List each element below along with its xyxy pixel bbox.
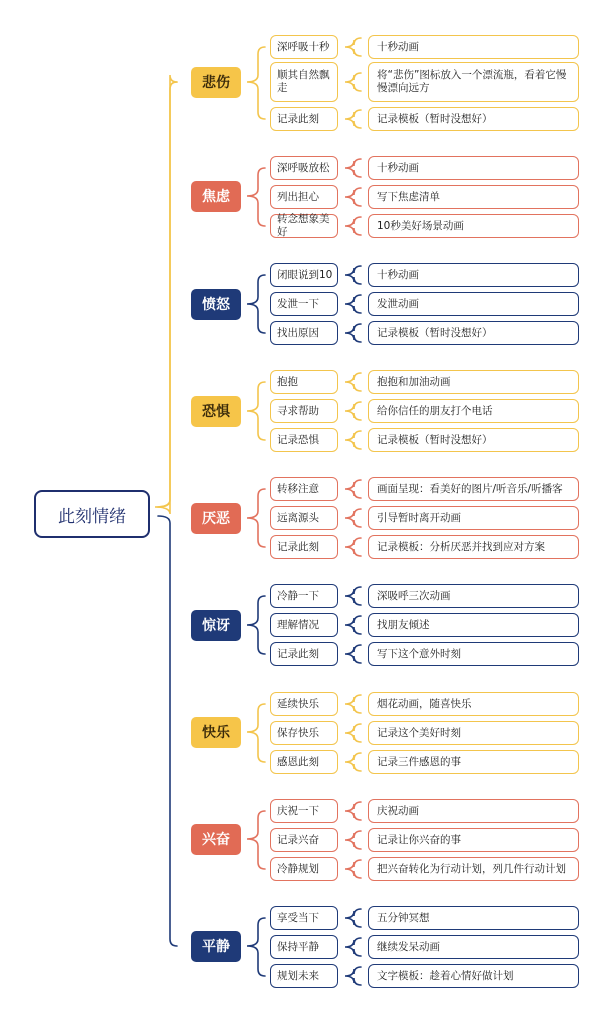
result-brace — [345, 266, 361, 284]
result-node[interactable] — [368, 321, 579, 345]
result-label: 写下这个意外时刻 — [377, 647, 461, 660]
result-node[interactable] — [368, 370, 579, 394]
action-node[interactable] — [270, 506, 338, 530]
action-node[interactable] — [270, 935, 338, 959]
result-node[interactable] — [368, 692, 579, 716]
action-label: 冷静一下 — [277, 589, 319, 602]
action-label: 找出原因 — [277, 326, 319, 339]
emotion-label: 焦虑 — [202, 189, 230, 205]
result-brace — [345, 480, 361, 498]
emotion-label: 惊讶 — [202, 618, 230, 634]
action-label: 列出担心 — [277, 190, 319, 203]
result-node[interactable] — [368, 428, 579, 452]
action-node[interactable] — [270, 857, 338, 881]
result-label: 继续发呆动画 — [377, 940, 440, 953]
action-label: 深呼吸放松 — [277, 161, 330, 174]
emotion-brace-4 — [247, 489, 265, 547]
result-label: 记录模板（暂时没想好） — [377, 433, 493, 446]
emotion-brace-0 — [247, 47, 265, 119]
result-label: 画面呈现：看美好的图片/听音乐/听播客 — [377, 482, 563, 495]
action-label: 延续快乐 — [277, 697, 319, 710]
root-label: 此刻情绪 — [58, 506, 126, 527]
action-node[interactable] — [270, 399, 338, 423]
result-node[interactable] — [368, 263, 579, 287]
action-node[interactable] — [270, 214, 338, 238]
action-node[interactable] — [270, 321, 338, 345]
result-label: 找朋友倾述 — [377, 618, 430, 631]
action-label: 记录兴奋 — [277, 833, 319, 846]
result-label: 烟花动画，随喜快乐 — [377, 697, 472, 710]
emotion-label: 恐惧 — [202, 404, 230, 420]
action-label: 寻求帮助 — [277, 404, 319, 417]
result-node[interactable] — [368, 292, 579, 316]
result-node[interactable] — [368, 750, 579, 774]
result-brace — [345, 217, 361, 235]
emotion-brace-2 — [247, 275, 265, 333]
emotion-brace-8 — [247, 918, 265, 976]
action-node[interactable] — [270, 263, 338, 287]
action-label: 记录恐惧 — [277, 433, 319, 446]
result-brace — [345, 802, 361, 820]
result-brace — [345, 402, 361, 420]
result-brace — [345, 73, 361, 91]
action-node[interactable] — [270, 292, 338, 316]
action-label: 冷静规划 — [277, 862, 319, 875]
action-label: 抱抱 — [277, 375, 298, 388]
result-node[interactable] — [368, 721, 579, 745]
action-node[interactable] — [270, 428, 338, 452]
result-label: 记录让你兴奋的事 — [377, 833, 461, 846]
result-brace — [345, 753, 361, 771]
result-node[interactable] — [368, 935, 579, 959]
emotion-node-7[interactable] — [191, 824, 241, 855]
emotion-brace-3 — [247, 382, 265, 440]
action-label: 享受当下 — [277, 911, 319, 924]
result-label: 记录模板（暂时没想好） — [377, 326, 493, 339]
action-label: 深呼吸十秒 — [277, 40, 330, 53]
result-label: 记录这个美好时刻 — [377, 726, 461, 739]
result-label: 记录三件感恩的事 — [377, 755, 461, 768]
action-label: 记录此刻 — [277, 540, 319, 553]
result-brace — [345, 616, 361, 634]
action-node[interactable] — [270, 906, 338, 930]
result-node[interactable] — [368, 506, 579, 530]
action-label: 理解情况 — [277, 618, 319, 631]
result-brace — [345, 38, 361, 56]
result-label: 引导暂时离开动画 — [377, 511, 461, 524]
result-label: 十秒动画 — [377, 268, 419, 281]
emotion-label: 平静 — [202, 939, 230, 955]
result-brace — [345, 295, 361, 313]
emotion-node-4[interactable] — [191, 503, 241, 534]
result-brace — [345, 431, 361, 449]
result-brace — [345, 724, 361, 742]
action-label: 发泄一下 — [277, 297, 319, 310]
result-brace — [345, 831, 361, 849]
result-label: 文字模板：趁着心情好做计划 — [377, 969, 514, 982]
result-brace — [345, 538, 361, 556]
action-node[interactable] — [270, 799, 338, 823]
result-label: 抱抱和加油动画 — [377, 375, 451, 388]
result-node[interactable] — [368, 613, 579, 637]
result-label: 五分钟冥想 — [377, 911, 430, 924]
result-label: 写下焦虑清单 — [377, 190, 440, 203]
result-brace — [345, 967, 361, 985]
action-node[interactable] — [270, 828, 338, 852]
result-brace — [345, 860, 361, 878]
emotion-node-3[interactable] — [191, 396, 241, 427]
action-node[interactable] — [270, 535, 338, 559]
action-label: 保存快乐 — [277, 726, 319, 739]
action-node[interactable] — [270, 477, 338, 501]
action-label: 转念想象美好 — [277, 213, 330, 238]
action-node[interactable] — [270, 613, 338, 637]
result-brace — [345, 509, 361, 527]
action-node[interactable] — [270, 62, 338, 102]
action-node[interactable] — [270, 185, 338, 209]
result-label: 十秒动画 — [377, 161, 419, 174]
action-label: 庆祝一下 — [277, 804, 319, 817]
emotion-label: 兴奋 — [202, 832, 230, 848]
result-brace — [345, 324, 361, 342]
result-label: 记录模板（暂时没想好） — [377, 112, 493, 125]
emotion-node-6[interactable] — [191, 717, 241, 748]
result-node[interactable] — [368, 906, 579, 930]
emotion-node-8[interactable] — [191, 931, 241, 962]
emotion-node-5[interactable] — [191, 610, 241, 641]
action-label: 记录此刻 — [277, 112, 319, 125]
emotion-node-0[interactable] — [191, 67, 241, 98]
result-label: 记录模板：分析厌恶并找到应对方案 — [377, 540, 545, 553]
result-node[interactable] — [368, 535, 579, 559]
result-label: 十秒动画 — [377, 40, 419, 53]
result-node[interactable] — [368, 35, 579, 59]
result-brace — [345, 587, 361, 605]
result-node[interactable] — [368, 964, 579, 988]
root-brace-lower-arm — [158, 516, 177, 946]
emotion-label: 厌恶 — [202, 511, 230, 527]
action-label: 顺其自然飘走 — [277, 69, 330, 94]
action-node[interactable] — [270, 721, 338, 745]
result-brace — [345, 909, 361, 927]
result-label: 发泄动画 — [377, 297, 419, 310]
action-node[interactable] — [270, 750, 338, 774]
result-label: 深吸呼三次动画 — [377, 589, 451, 602]
emotion-brace-7 — [247, 811, 265, 869]
result-node[interactable] — [368, 62, 579, 102]
action-label: 远离源头 — [277, 511, 319, 524]
result-node[interactable] — [368, 107, 579, 131]
result-brace — [345, 373, 361, 391]
root-brace-upper-arm — [158, 82, 177, 507]
action-node[interactable] — [270, 584, 338, 608]
result-label: 庆祝动画 — [377, 804, 419, 817]
emotion-brace-6 — [247, 704, 265, 762]
result-label: 10秒美好场景动画 — [377, 219, 464, 232]
result-brace — [345, 938, 361, 956]
result-brace — [345, 645, 361, 663]
result-node[interactable] — [368, 185, 579, 209]
action-label: 转移注意 — [277, 482, 319, 495]
root-brace-upper — [155, 75, 177, 514]
action-node[interactable] — [270, 692, 338, 716]
result-node[interactable] — [368, 214, 579, 238]
result-node[interactable] — [368, 828, 579, 852]
result-node[interactable] — [368, 584, 579, 608]
action-label: 感恩此刻 — [277, 755, 319, 768]
root-node[interactable] — [34, 490, 150, 538]
result-node[interactable] — [368, 477, 579, 501]
action-node[interactable] — [270, 642, 338, 666]
action-node[interactable] — [270, 156, 338, 180]
emotion-label: 快乐 — [202, 725, 230, 741]
result-brace — [345, 110, 361, 128]
result-node[interactable] — [368, 857, 579, 881]
result-label: 将“悲伤”图标放入一个漂流瓶，看着它慢慢漂向远方 — [377, 69, 567, 94]
emotion-brace-5 — [247, 596, 265, 654]
action-label: 闭眼说到10 — [277, 268, 333, 281]
emotion-brace-1 — [247, 168, 265, 226]
action-label: 记录此刻 — [277, 647, 319, 660]
emotion-node-1[interactable] — [191, 181, 241, 212]
action-node[interactable] — [270, 964, 338, 988]
result-brace — [345, 159, 361, 177]
result-label: 把兴奋转化为行动计划，列几件行动计划 — [377, 862, 566, 875]
emotion-label: 悲伤 — [202, 75, 230, 91]
action-label: 保持平静 — [277, 940, 319, 953]
result-node[interactable] — [368, 799, 579, 823]
result-label: 给你信任的朋友打个电话 — [377, 404, 493, 417]
result-node[interactable] — [368, 156, 579, 180]
result-node[interactable] — [368, 399, 579, 423]
emotion-node-2[interactable] — [191, 289, 241, 320]
action-label: 规划未来 — [277, 969, 319, 982]
action-node[interactable] — [270, 107, 338, 131]
action-node[interactable] — [270, 370, 338, 394]
action-node[interactable] — [270, 35, 338, 59]
result-brace — [345, 695, 361, 713]
emotion-label: 愤怒 — [202, 297, 230, 313]
result-node[interactable] — [368, 642, 579, 666]
result-brace — [345, 188, 361, 206]
